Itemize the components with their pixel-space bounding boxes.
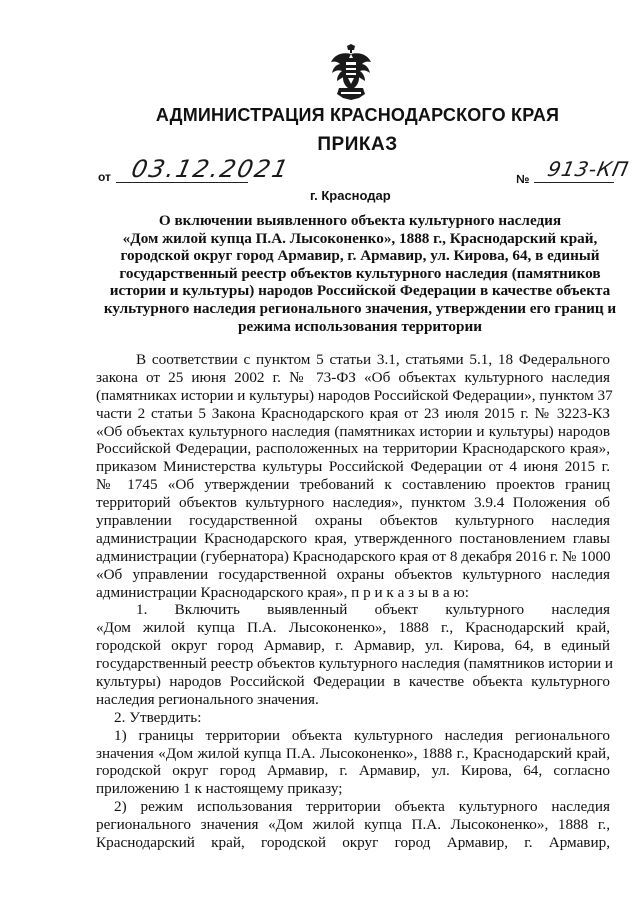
number-underline <box>534 182 614 183</box>
body-line: государственный реестр объектов культурного наследия (памятников истории и <box>96 655 613 673</box>
order-title <box>80 212 639 335</box>
body-line: 2. Утвердить: <box>114 708 202 726</box>
body-line: значения «Дом жилой купца П.А. Лысоконенко», 1888 г., Краснодарский край, <box>96 744 610 762</box>
city: г. Краснодар <box>310 188 391 203</box>
body-line: 1) границы территории объекта культурного наследия регионального <box>114 726 610 744</box>
body-line: администрации (губернатора) Краснодарского края от 8 декабря 2016 г. № 1000 <box>96 547 611 565</box>
krasnodar-coat-of-arms-icon <box>329 44 373 102</box>
number-label: № <box>516 172 530 186</box>
title-line: истории и культуры) народов Российской Федерации в качестве объекта <box>109 282 611 300</box>
body-line: 1. Включить выявленный объект культурного наследия <box>136 601 610 619</box>
body-line: культуры) народов Российской Федерации в качестве объекта культурного <box>96 673 610 691</box>
body-line: городской округ город Армавир, г. Армавир, ул. Кирова, 64, согласно <box>96 762 610 780</box>
body-line: «Дом жилой купца П.А. Лысоконенко», 1888 г., Краснодарский край, <box>96 619 610 637</box>
body-line: Российской Федерации, расположенных на территории Краснодарского края», <box>96 440 610 458</box>
handwritten-date: 03.12.2021 <box>129 155 293 183</box>
document-type: ПРИКАЗ <box>317 134 398 155</box>
title-line: городской округ город Армавир, г. Армавир, ул. Кирова, 64, в единый <box>120 247 600 265</box>
title-line: режима использования территории <box>238 317 482 335</box>
body-line: 2) режим использования территории объекта культурного наследия <box>114 798 610 816</box>
body-line: Краснодарский край, городской округ город Армавир, г. Армавир, <box>96 834 610 852</box>
body-line: городской округ город Армавир, г. Армавир, ул. Кирова, 64, в единый <box>96 637 610 655</box>
body-line: «Об объектах культурного наследия (памятниках истории и культуры) народов <box>96 422 610 440</box>
body-line: части 2 статьи 5 Закона Краснодарского края от 23 июля 2015 г. № 3223-КЗ <box>96 404 610 422</box>
body-line: приложению 1 к настоящему приказу; <box>96 780 343 798</box>
body-line: № 1745 «Об утверждении требований к составлению проектов границ <box>96 476 610 494</box>
body-line: закона от 25 июня 2002 г. № 73-ФЗ «Об объектах культурного наследия <box>96 368 610 386</box>
title-line: О включении выявленного объекта культурного наследия <box>158 212 562 229</box>
title-line: «Дом жилой купца П.А. Лысоконенко», 1888 г., Краснодарский край, <box>122 229 598 247</box>
body-line: (памятниках истории и культуры) народов Российской Федерации», пунктом 37 <box>96 386 613 404</box>
order-body <box>96 351 613 852</box>
date-label: от <box>98 170 111 184</box>
body-line: «Об управлении государственной охраны объектов культурного наследия <box>96 565 610 583</box>
body-line: администрации Краснодарского края, утвержденного постановлением главы <box>96 529 610 547</box>
body-line: администрации Краснодарского края», п р и к а з ы в а ю: <box>96 583 469 601</box>
body-line: управлении государственной охраны объектов культурного наследия <box>96 512 610 530</box>
organization-title: АДМИНИСТРАЦИЯ КРАСНОДАРСКОГО КРАЯ <box>155 105 560 125</box>
body-line: В соответствии с пунктом 5 статьи 3.1, статьями 5.1, 18 Федерального <box>136 351 610 368</box>
title-line: государственный реестр объектов культурного наследия (памятников <box>119 264 601 282</box>
title-line: культурного наследия регионального значения, утверждении его границ и <box>103 299 617 317</box>
body-line: наследия регионального значения. <box>96 690 319 708</box>
body-line: приказом Министерства культуры Российской Федерации от 4 июня 2015 г. <box>96 458 610 476</box>
body-line: территорий объектов культурного наследия», пунктом 3.9.4 Положения об <box>96 494 610 512</box>
body-line: регионального значения «Дом жилой купца П.А. Лысоконенко», 1888 г., <box>96 816 610 834</box>
handwritten-number: 913-КП <box>545 157 632 181</box>
